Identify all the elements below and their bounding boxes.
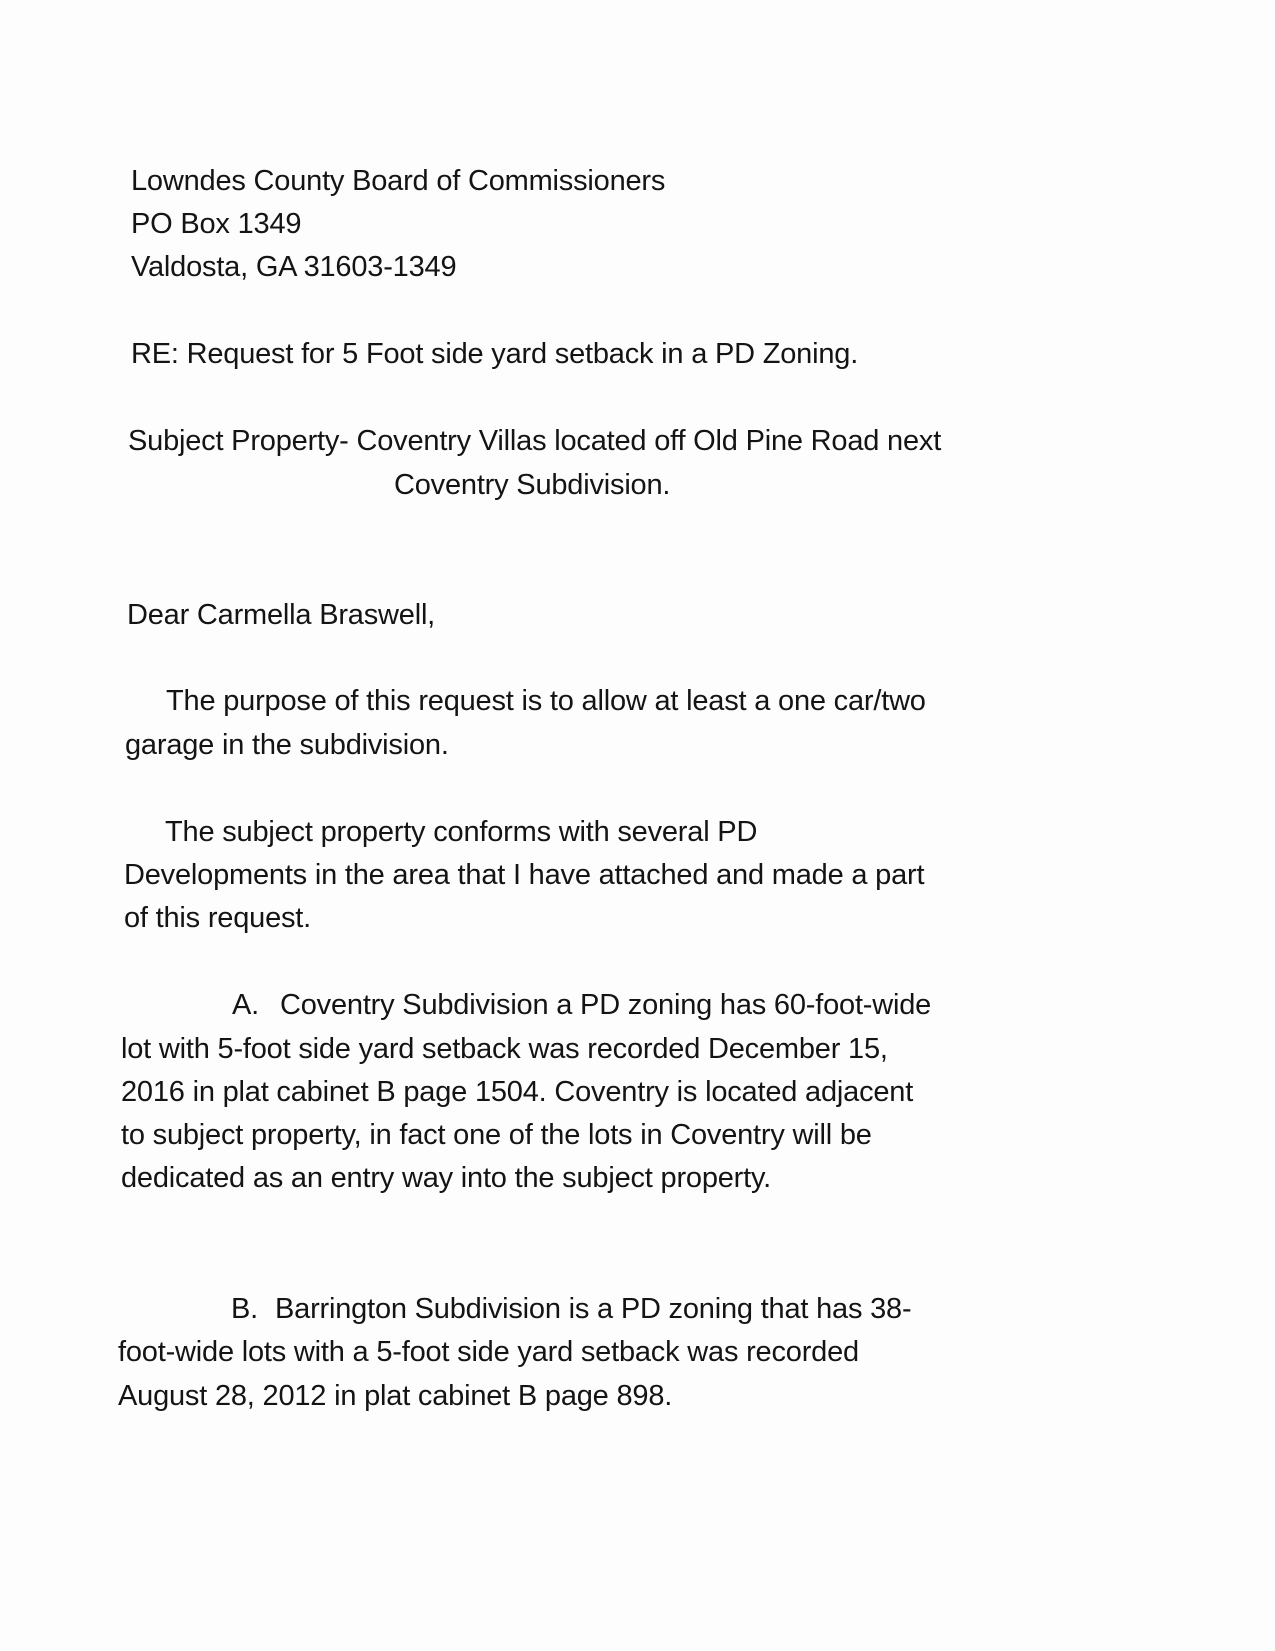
paragraph-line: of this request. (124, 902, 312, 934)
item-line: Coventry Subdivision a PD zoning has 60-foot-wide (280, 989, 932, 1021)
subject-line1: Subject Property- Coventry Villas located off Old Pine Road next (128, 425, 942, 457)
item-line: 2016 in plat cabinet B page 1504. Coventry is located adjacent (121, 1076, 914, 1108)
re-line: RE: Request for 5 Foot side yard setback in a PD Zoning. (131, 338, 859, 370)
item-line: August 28, 2012 in plat cabinet B page 898. (118, 1380, 673, 1412)
item-line: lot with 5-foot side yard setback was recorded December 15, (121, 1033, 888, 1065)
paragraph-line: The subject property conforms with several PD (165, 816, 758, 848)
item-line: foot-wide lots with a 5-foot side yard setback was recorded (118, 1336, 859, 1368)
paragraph-line: garage in the subdivision. (125, 729, 449, 761)
item-label: B. (231, 1293, 258, 1325)
item-line: to subject property, in fact one of the lots in Coventry will be (121, 1119, 872, 1151)
item-line: Barrington Subdivision is a PD zoning that has 38- (275, 1293, 912, 1325)
paragraph-line: Developments in the area that I have attached and made a part (124, 859, 925, 891)
paragraph-line: The purpose of this request is to allow at least a one car/two (166, 685, 926, 717)
subject-line2: Coventry Subdivision. (394, 469, 671, 501)
item-line: dedicated as an entry way into the subject property. (121, 1162, 772, 1194)
item-label: A. (232, 989, 259, 1021)
salutation: Dear Carmella Braswell, (127, 599, 436, 631)
recipient-address-line1: PO Box 1349 (131, 208, 302, 240)
recipient-name: Lowndes County Board of Commissioners (131, 165, 666, 197)
recipient-address-line2: Valdosta, GA 31603-1349 (131, 251, 457, 283)
